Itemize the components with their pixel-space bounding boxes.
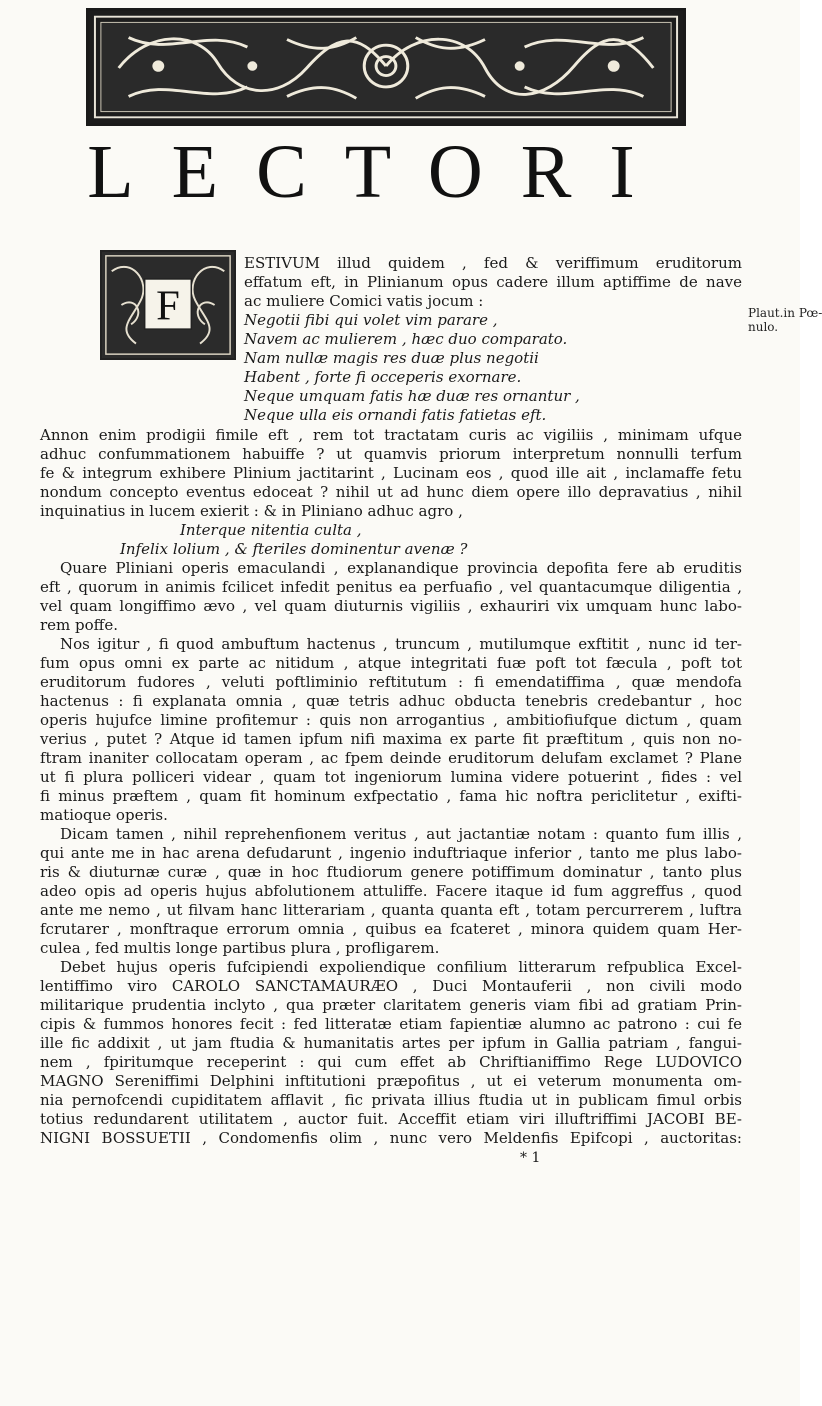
- text-line: cipis & fummos honores fecit : fed litteratæ etiam fapientiæ alumno ac patrono : cui fe: [40, 1015, 742, 1033]
- text-line: nem , fpiritumque receperint : qui cum effet ab Chriftianiffimo Rege LUDOVICO: [40, 1053, 742, 1071]
- text-line: totius redundarent utilitatem , auctor fuit. Acceffit etiam viri illuftriffimi JACOBI BE-: [40, 1110, 742, 1128]
- text-line: adhuc confummationem habuiffe ? ut quamvis priorum interpretum nonnulli terfum: [40, 445, 742, 463]
- text-line: ut fi plura polliceri videar , quam tot ingeniorum lumina videre potuerint , fides : vel: [40, 768, 742, 786]
- text-line: operis hujufce limine profitemur : quis non arrogantius , ambitiofiufque dictum , quam: [40, 711, 742, 729]
- text-line: Dicam tamen , nihil reprehenfionem veritus , aut jactantiæ notam : quanto fum illis ,: [60, 825, 742, 843]
- text-line: eft , quorum in animis fcilicet infedit penitus ea perfuafio , vel quantacumque diligentia ,: [40, 578, 742, 596]
- page-title: LECTORI: [87, 130, 673, 214]
- text-line: inquinatius in lucem exierit : & in Pliniano adhuc agro ,: [40, 502, 463, 520]
- text-line: fe & integrum exhibere Plinium jactitarint , Lucinam eos , quod ille ait , inclamaffe fetu: [40, 464, 742, 482]
- text-line: rem poffe.: [40, 616, 118, 634]
- signature-mark: * 1: [520, 1150, 541, 1166]
- text-line: hactenus : fi explanata omnia , quæ tetris adhuc obducta tenebris credebantur , hoc: [40, 692, 742, 710]
- text-line: Nos igitur , fi quod ambuftum hactenus , truncum , mutilumque exftitit , nunc id ter-: [60, 635, 742, 653]
- verse-line: Negotii fibi qui volet vim parare ,: [244, 311, 498, 329]
- marginal-note-line: nulo.: [748, 320, 779, 334]
- text-line: NIGNI BOSSUETII , Condomenfis olim , nunc vero Meldenfis Epifcopi , auctoritas:: [40, 1129, 742, 1147]
- text-line: nondum concepto eventus edoceat ? nihil ut ad hunc diem opere illo depravatius , nihil: [40, 483, 742, 501]
- text-line: MAGNO Sereniffimi Delphini inftitutioni præpofitus , ut ei veterum monumenta om-: [40, 1072, 742, 1090]
- verse-line: Habent , forte fi occeperis exornare.: [244, 368, 522, 386]
- text-line: nia pernofcendi cupiditatem afflavit , fic privata illius ftudia ut in publicam fimul orbis: [40, 1091, 742, 1109]
- marginal-note: [748, 306, 822, 334]
- text-line: ante me nemo , ut filvam hanc litterariam , quanta quanta eft , totam percurrerem , luftra: [40, 901, 742, 919]
- text-line: eruditorum fudores , veluti poftliminio reftitutum : fi emendatiffima , quæ mendofa: [40, 673, 742, 691]
- text-line: militarique prudentia inclyto , qua præter claritatem generis viam fibi ad gratiam Prin-: [40, 996, 742, 1014]
- text-line: vel quam longiffimo ævo , vel quam diuturnis vigiliis , exhauriri vix umquam hunc labo-: [40, 597, 742, 615]
- text-line: fcrutarer , monftraque errorum omnia , quibus ea fcateret , minora quidem quam Her-: [40, 920, 742, 938]
- text-line: ac muliere Comici vatis jocum :: [244, 292, 484, 310]
- headpiece-ornament: [86, 8, 686, 126]
- text-line: Quare Pliniani operis emaculandi , explanandique provincia depofita fere ab eruditis: [60, 559, 742, 577]
- verse-line: Infelix lolium , & fteriles dominentur avenæ ?: [120, 540, 468, 558]
- marginal-note-line: Plaut.in Pœ-: [748, 306, 822, 320]
- initial-ornament-icon: [102, 252, 234, 358]
- text-line: verius , putet ? Atque id tamen ipfum nifi maxima ex parte fit præftitum , quis non no-: [40, 730, 742, 748]
- text-line: effatum eft, in Plinianum opus cadere illum aptiffime de nave: [244, 273, 742, 291]
- text-line: Debet hujus operis fufcipiendi expoliendique confilium litterarum refpublica Excel-: [60, 958, 742, 976]
- text-line: adeo opis ad operis hujus abfolutionem attuliffe. Facere itaque id fum aggreffus , quod: [40, 882, 742, 900]
- verse-line: Interque nitentia culta ,: [180, 521, 362, 539]
- text-line: ESTIVUM illud quidem , fed & veriffimum eruditorum: [244, 254, 742, 272]
- text-line: qui ante me in hac arena defudarunt , ingenio induftriaque inferior , tanto me plus labo-: [40, 844, 742, 862]
- text-line: Annon enim prodigii fimile eft , rem tot tractatam curis ac vigiliis , minimam ufque: [40, 426, 742, 444]
- text-line: ftram inaniter collocatam operam , ac fpem deinde eruditorum delufam exclamet ? Plane: [40, 749, 742, 767]
- decorated-initial: [100, 250, 236, 360]
- svg-text:F: F: [156, 282, 180, 330]
- verse-line: Neque umquam fatis hæ duæ res ornantur ,: [244, 387, 580, 405]
- text-line: matioque operis.: [40, 806, 168, 824]
- verse-line: Nam nullæ magis res duæ plus negotii: [244, 349, 539, 367]
- ornament-icon: [89, 11, 683, 123]
- text-line: lentiffimo viro CAROLO SANCTAMAURÆO , Duci Montauferii , non civili modo: [40, 977, 742, 995]
- verse-line: Navem ac mulierem , hæc duo comparato.: [244, 330, 568, 348]
- verse-line: Neque ulla eis ornandi fatis fatietas eft.: [244, 406, 547, 424]
- text-line: ille fic addixit , ut jam ftudia & humanitatis artes per ipfum in Gallia patriam , fangui-: [40, 1034, 742, 1052]
- text-line: fi minus præftem , quam fit hominum exfpectatio , fama hic noftra periclitetur , exifti-: [40, 787, 742, 805]
- text-line: fum opus omni ex parte ac nitidum , atque integritati fuæ poft tot fæcula , poft tot: [40, 654, 742, 672]
- text-line: culea , fed multis longe partibus plura , profligarem.: [40, 939, 440, 957]
- text-line: ris & diuturnæ curæ , quæ in hoc ftudiorum genere potiffimum dominatur , tanto plus: [40, 863, 742, 881]
